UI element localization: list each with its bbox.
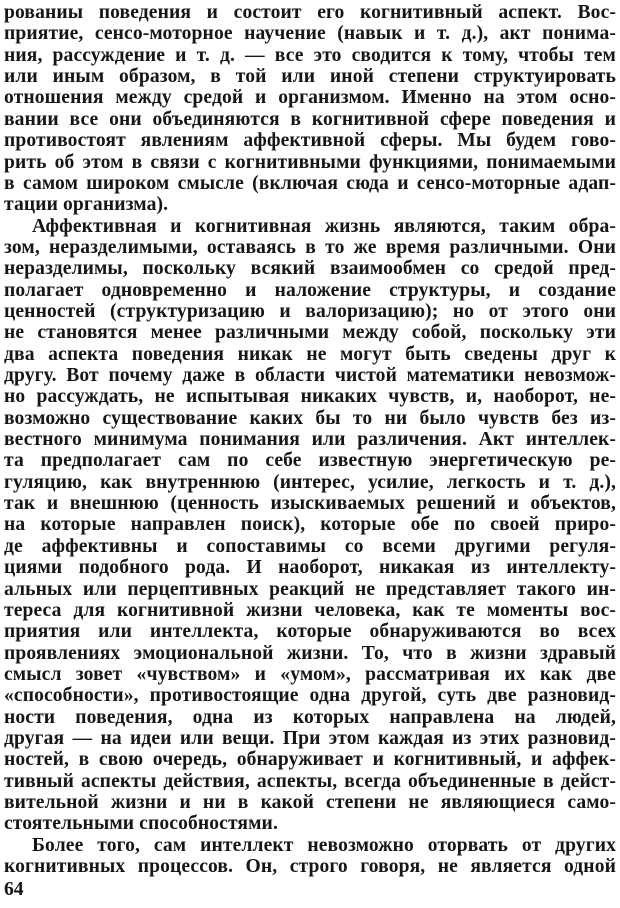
text-line: приятие, сенсо-моторное научение (навык и т. д.), акт понима-	[4, 23, 616, 45]
text-line: отношения между средой и организмом. Именно на этом осно-	[4, 87, 616, 109]
text-line: когнитивных процессов. Он, строго говоря, не является одной	[4, 856, 616, 877]
text-line: на которые направлен поиск), которые обе по своей приро-	[4, 514, 616, 536]
text-line: циями подобного рода. И наоборот, никакая из интеллекту-	[4, 557, 616, 579]
text-line: гуляцию, как внутреннюю (интерес, усилие, легкость и т. д.),	[4, 471, 616, 493]
text-line: возможно существование каких бы то ни было чувств без из-	[4, 407, 616, 429]
text-line: полагает одновременно и наложение структуры, и создание	[4, 279, 616, 301]
text-line: рить об этом в связи с когнитивными функциями, понимаемыми	[4, 151, 616, 173]
text-line: тации организма).	[4, 194, 169, 216]
text-line: не становятся менее различными между собой, поскольку эти	[4, 322, 616, 344]
text-line: ния, рассуждение и т. д. — все это сводится к тому, чтобы тем	[4, 44, 616, 66]
text-line: зом, неразделимыми, оставаясь в то же время различными. Они	[4, 236, 616, 258]
page-number: 64	[4, 879, 24, 901]
text-line: вительной жизни и ни в какой степени не являющиеся само-	[4, 792, 616, 813]
text-line: стоятельными способностями.	[4, 813, 278, 835]
text-line: так и внешнюю (ценность изыскиваемых решений и объектов,	[4, 493, 616, 515]
text-line: альных или перцептивных реакций не представляет такого ин-	[4, 578, 616, 600]
text-line: ценностей (структуризацию и валоризацию); но от этого они	[4, 300, 616, 322]
text-line: или иным образом, в той или иной степени структуировать	[4, 66, 616, 88]
text-line: другу. Вот почему даже в области чистой математики невозмож-	[4, 365, 616, 386]
text-line: тивный аспекты действия, аспекты, всегда объединенные в дейст-	[4, 770, 616, 792]
text-line: та предполагает сам по себе известную энергетическую ре-	[4, 450, 616, 472]
text-line: ности поведения, одна из которых направлена на людей,	[4, 706, 616, 728]
text-line: другая — на идеи или вещи. При этом каждая из этих разновид-	[4, 727, 616, 749]
text-line: ностей, в свою очередь, обнаруживает и когнитивный, и аффек-	[4, 749, 616, 771]
paragraph-first-line: Аффективная и когнитивная жизнь являются, таким обра-	[32, 215, 616, 237]
text-line: вании все они объединяются в когнитивной сфере поведения и	[4, 108, 616, 130]
text-line: тереса для когнитивной жизни человека, как те моменты вос-	[4, 599, 616, 621]
text-line: де аффективны и сопоставимы со всеми другими регуля-	[4, 535, 616, 557]
text-line: неразделимы, поскольку всякий взаимообмен со средой пред-	[4, 258, 616, 280]
text-line: «способности», противостоящие одна другой, суть две разновид-	[4, 685, 616, 707]
text-line: рованиы поведения и состоит его когнитивный аспект. Вос-	[4, 2, 616, 23]
text-line: вестного минимума понимания или различения. Акт интеллек-	[4, 429, 616, 450]
text-line: смысл зовет «чувством» и «умом», рассматривая их как две	[4, 663, 616, 685]
text-line: проявлениях эмоциональной жизни. То, что в жизни здравый	[4, 642, 616, 664]
paragraph-first-line: Более того, сам интеллект невозможно оторвать от других	[32, 834, 616, 856]
text-line: приятия или интеллекта, которые обнаруживаются во всех	[4, 621, 616, 643]
text-line: в самом широком смысле (включая сюда и сенсо-моторные адап-	[4, 172, 616, 194]
text-line: два аспекта поведения никак не могут быть сведены друг к	[4, 343, 616, 365]
text-line: противостоят явлениям аффективной сферы. Мы будем гово-	[4, 130, 616, 152]
text-line: но рассуждать, не испытывая никаких чувств, и, наоборот, не-	[4, 386, 616, 408]
